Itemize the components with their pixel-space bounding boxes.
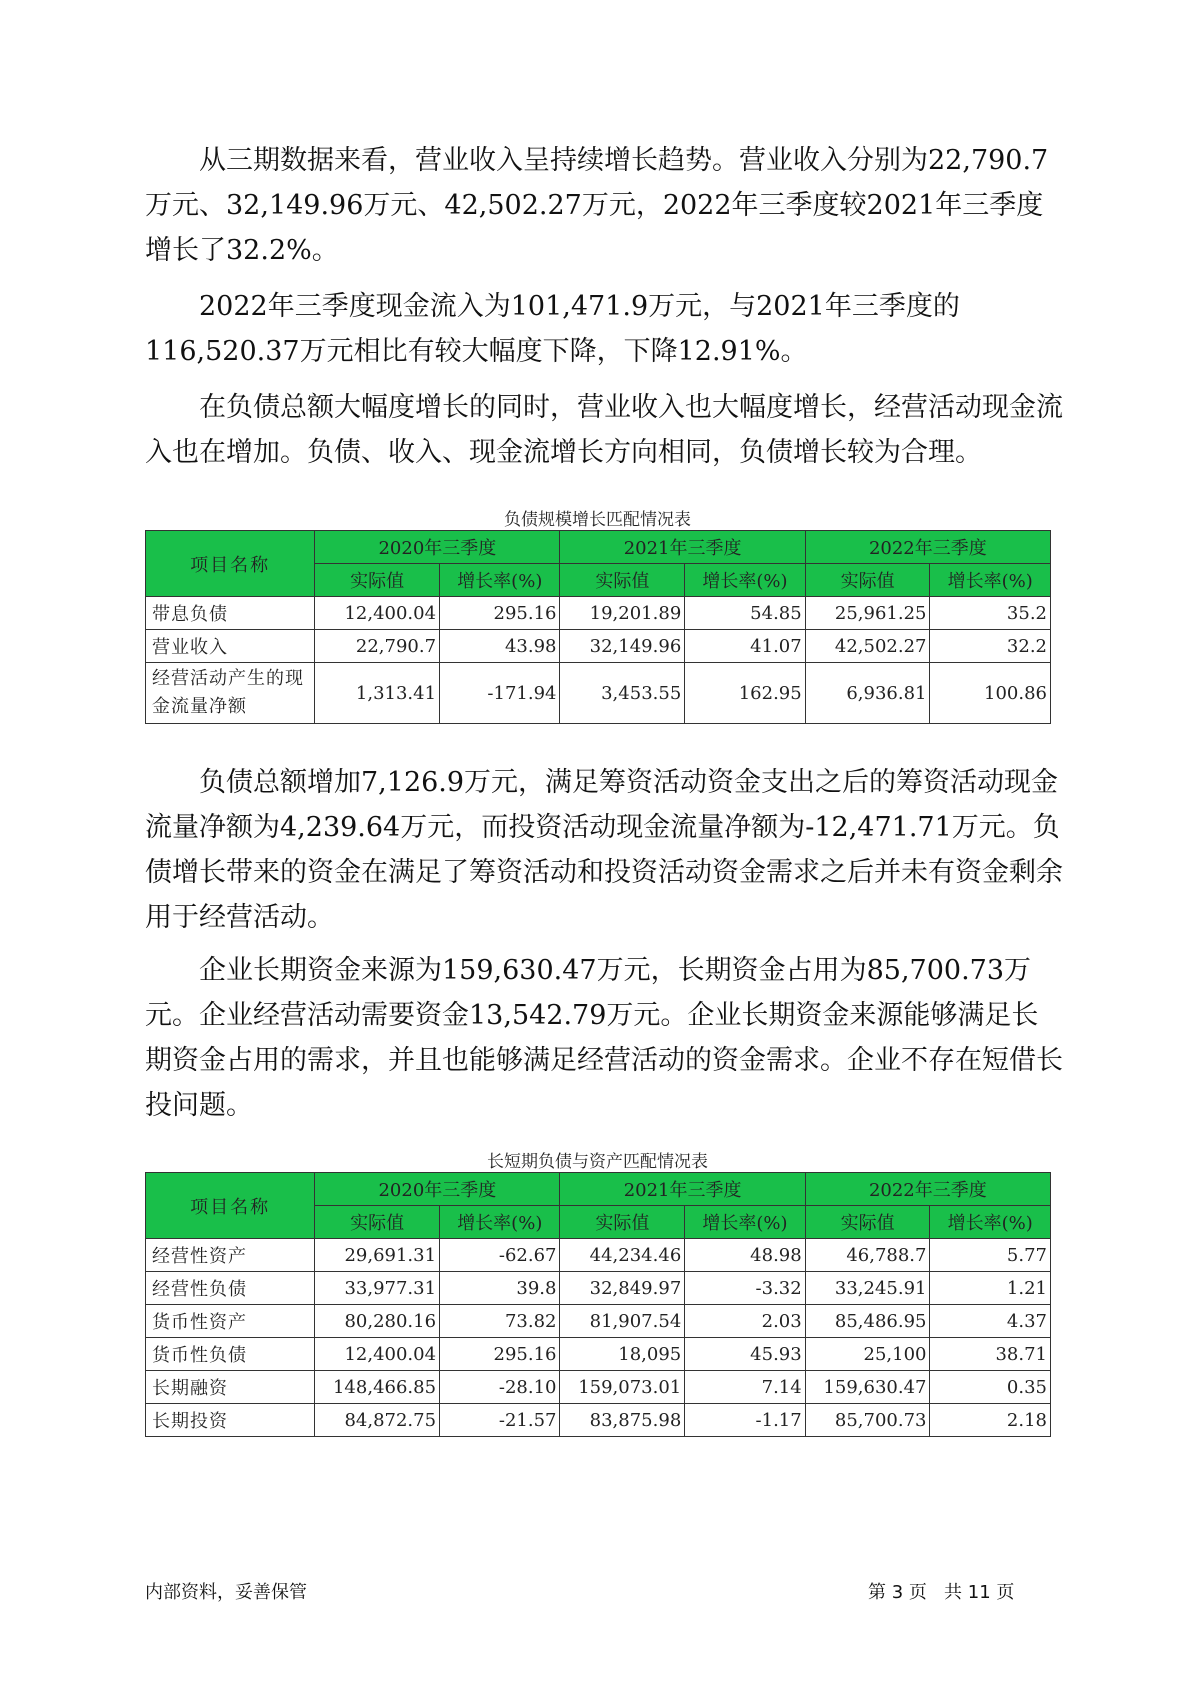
paragraph-long-term-funds: [145, 948, 1065, 1128]
cell-value: 12,400.04: [315, 597, 440, 630]
cell-value: 80,280.16: [315, 1305, 440, 1338]
cell-value: 85,486.95: [805, 1305, 930, 1338]
header-growth: 增长率(%): [685, 564, 805, 597]
debt-scale-table: [145, 530, 1051, 724]
cell-value: 159,073.01: [560, 1371, 685, 1404]
paragraph-text: 负债总额增加7,126.9万元，满足筹资活动资金支出之后的筹资活动现金流量净额为4,239.64万元，而投资活动现金流量净额为-12,471.71万元。负债增长带来的资金在满足了筹资活动和投资活动资金需求之后并未有资金剩余用于经营活动。: [145, 767, 1063, 933]
header-growth: 增长率(%): [440, 1206, 560, 1239]
cell-value: 4.37: [930, 1305, 1051, 1338]
cell-value: 295.16: [440, 597, 560, 630]
cell-value: 1,313.41: [315, 663, 440, 724]
cell-value: 3,453.55: [560, 663, 685, 724]
cell-value: 18,095: [560, 1338, 685, 1371]
paragraph-text: 2022年三季度现金流入为101,471.9万元，与2021年三季度的116,520.37万元相比有较大幅度下降，下降12.91%。: [145, 291, 960, 367]
row-name: 长期投资: [146, 1404, 315, 1437]
header-period: 2020年三季度: [315, 1173, 560, 1206]
cell-value: 12,400.04: [315, 1338, 440, 1371]
cell-value: 0.35: [930, 1371, 1051, 1404]
header-growth: 增长率(%): [930, 564, 1051, 597]
table1-caption: 负债规模增长匹配情况表: [504, 510, 691, 530]
cell-value: 42,502.27: [805, 630, 930, 663]
cell-value: 84,872.75: [315, 1404, 440, 1437]
paragraph-revenue-trend: [145, 138, 1065, 273]
row-name: 经营活动产生的现金流量净额: [146, 663, 315, 724]
cell-value: 48.98: [685, 1239, 805, 1272]
table-row: [146, 1404, 1051, 1437]
long-short-matching-table: [145, 1172, 1051, 1437]
page-number: 第 3 页 共 11 页: [868, 1582, 1015, 1603]
cell-value: 162.95: [685, 663, 805, 724]
paragraph-text: 从三期数据来看，营业收入呈持续增长趋势。营业收入分别为22,790.7万元、32,149.96万元、42,502.27万元，2022年三季度较2021年三季度增长了32.2%。: [145, 145, 1049, 266]
table-row: [146, 1338, 1051, 1371]
cell-value: -28.10: [440, 1371, 560, 1404]
cell-value: -171.94: [440, 663, 560, 724]
header-period: 2021年三季度: [560, 531, 805, 564]
header-period: 2022年三季度: [805, 1173, 1050, 1206]
paragraph-text: 企业长期资金来源为159,630.47万元，长期资金占用为85,700.73万元。企业经营活动需要资金13,542.79万元。企业长期资金来源能够满足长期资金占用的需求，并且也能够满足经营活动的资金需求。企业不存在短借长投问题。: [145, 955, 1063, 1121]
paragraph-financing-flow: [145, 760, 1065, 940]
cell-value: 73.82: [440, 1305, 560, 1338]
row-name: 经营性负债: [146, 1272, 315, 1305]
table-row: [146, 1305, 1051, 1338]
table-row: [146, 597, 1051, 630]
row-name: 货币性负债: [146, 1338, 315, 1371]
cell-value: 25,961.25: [805, 597, 930, 630]
cell-value: 32,149.96: [560, 630, 685, 663]
cell-value: -62.67: [440, 1239, 560, 1272]
table2-caption: 长短期负债与资产匹配情况表: [487, 1152, 708, 1172]
footer-confidential-note: 内部资料，妥善保管: [145, 1582, 307, 1603]
paragraph-text: 在负债总额大幅度增长的同时，营业收入也大幅度增长，经营活动现金流入也在增加。负债、收入、现金流增长方向相同，负债增长较为合理。: [145, 392, 1063, 468]
header-growth: 增长率(%): [685, 1206, 805, 1239]
header-actual: 实际值: [315, 564, 440, 597]
header-item-name: 项目名称: [146, 1173, 315, 1239]
cell-value: 6,936.81: [805, 663, 930, 724]
cell-value: 25,100: [805, 1338, 930, 1371]
cell-value: 7.14: [685, 1371, 805, 1404]
cell-value: 159,630.47: [805, 1371, 930, 1404]
row-name: 长期融资: [146, 1371, 315, 1404]
cell-value: 32.2: [930, 630, 1051, 663]
cell-value: 45.93: [685, 1338, 805, 1371]
cell-value: 295.16: [440, 1338, 560, 1371]
row-name: 营业收入: [146, 630, 315, 663]
table-row: [146, 1272, 1051, 1305]
cell-value: -21.57: [440, 1404, 560, 1437]
cell-value: 81,907.54: [560, 1305, 685, 1338]
cell-value: 19,201.89: [560, 597, 685, 630]
paragraph-cash-inflow: [145, 284, 1065, 374]
cell-value: 100.86: [930, 663, 1051, 724]
cell-value: 32,849.97: [560, 1272, 685, 1305]
table-row: [146, 630, 1051, 663]
table-row: [146, 1239, 1051, 1272]
header-actual: 实际值: [560, 564, 685, 597]
cell-value: 33,245.91: [805, 1272, 930, 1305]
cell-value: 2.18: [930, 1404, 1051, 1437]
cell-value: 54.85: [685, 597, 805, 630]
header-period: 2020年三季度: [315, 531, 560, 564]
cell-value: -1.17: [685, 1404, 805, 1437]
cell-value: 85,700.73: [805, 1404, 930, 1437]
cell-value: 33,977.31: [315, 1272, 440, 1305]
header-growth: 增长率(%): [440, 564, 560, 597]
header-period: 2022年三季度: [805, 531, 1050, 564]
header-actual: 实际值: [805, 564, 930, 597]
header-actual: 实际值: [315, 1206, 440, 1239]
header-growth: 增长率(%): [930, 1206, 1051, 1239]
table-row: [146, 663, 1051, 724]
cell-value: 38.71: [930, 1338, 1051, 1371]
cell-value: -3.32: [685, 1272, 805, 1305]
cell-value: 5.77: [930, 1239, 1051, 1272]
cell-value: 41.07: [685, 630, 805, 663]
cell-value: 2.03: [685, 1305, 805, 1338]
row-name: 货币性资产: [146, 1305, 315, 1338]
header-actual: 实际值: [560, 1206, 685, 1239]
cell-value: 44,234.46: [560, 1239, 685, 1272]
header-item-name: 项目名称: [146, 531, 315, 597]
header-period: 2021年三季度: [560, 1173, 805, 1206]
paragraph-debt-growth: [145, 385, 1065, 475]
cell-value: 22,790.7: [315, 630, 440, 663]
cell-value: 43.98: [440, 630, 560, 663]
cell-value: 46,788.7: [805, 1239, 930, 1272]
cell-value: 1.21: [930, 1272, 1051, 1305]
row-name: 经营性资产: [146, 1239, 315, 1272]
cell-value: 83,875.98: [560, 1404, 685, 1437]
header-actual: 实际值: [805, 1206, 930, 1239]
cell-value: 29,691.31: [315, 1239, 440, 1272]
cell-value: 35.2: [930, 597, 1051, 630]
cell-value: 148,466.85: [315, 1371, 440, 1404]
table-row: [146, 1371, 1051, 1404]
cell-value: 39.8: [440, 1272, 560, 1305]
row-name: 带息负债: [146, 597, 315, 630]
